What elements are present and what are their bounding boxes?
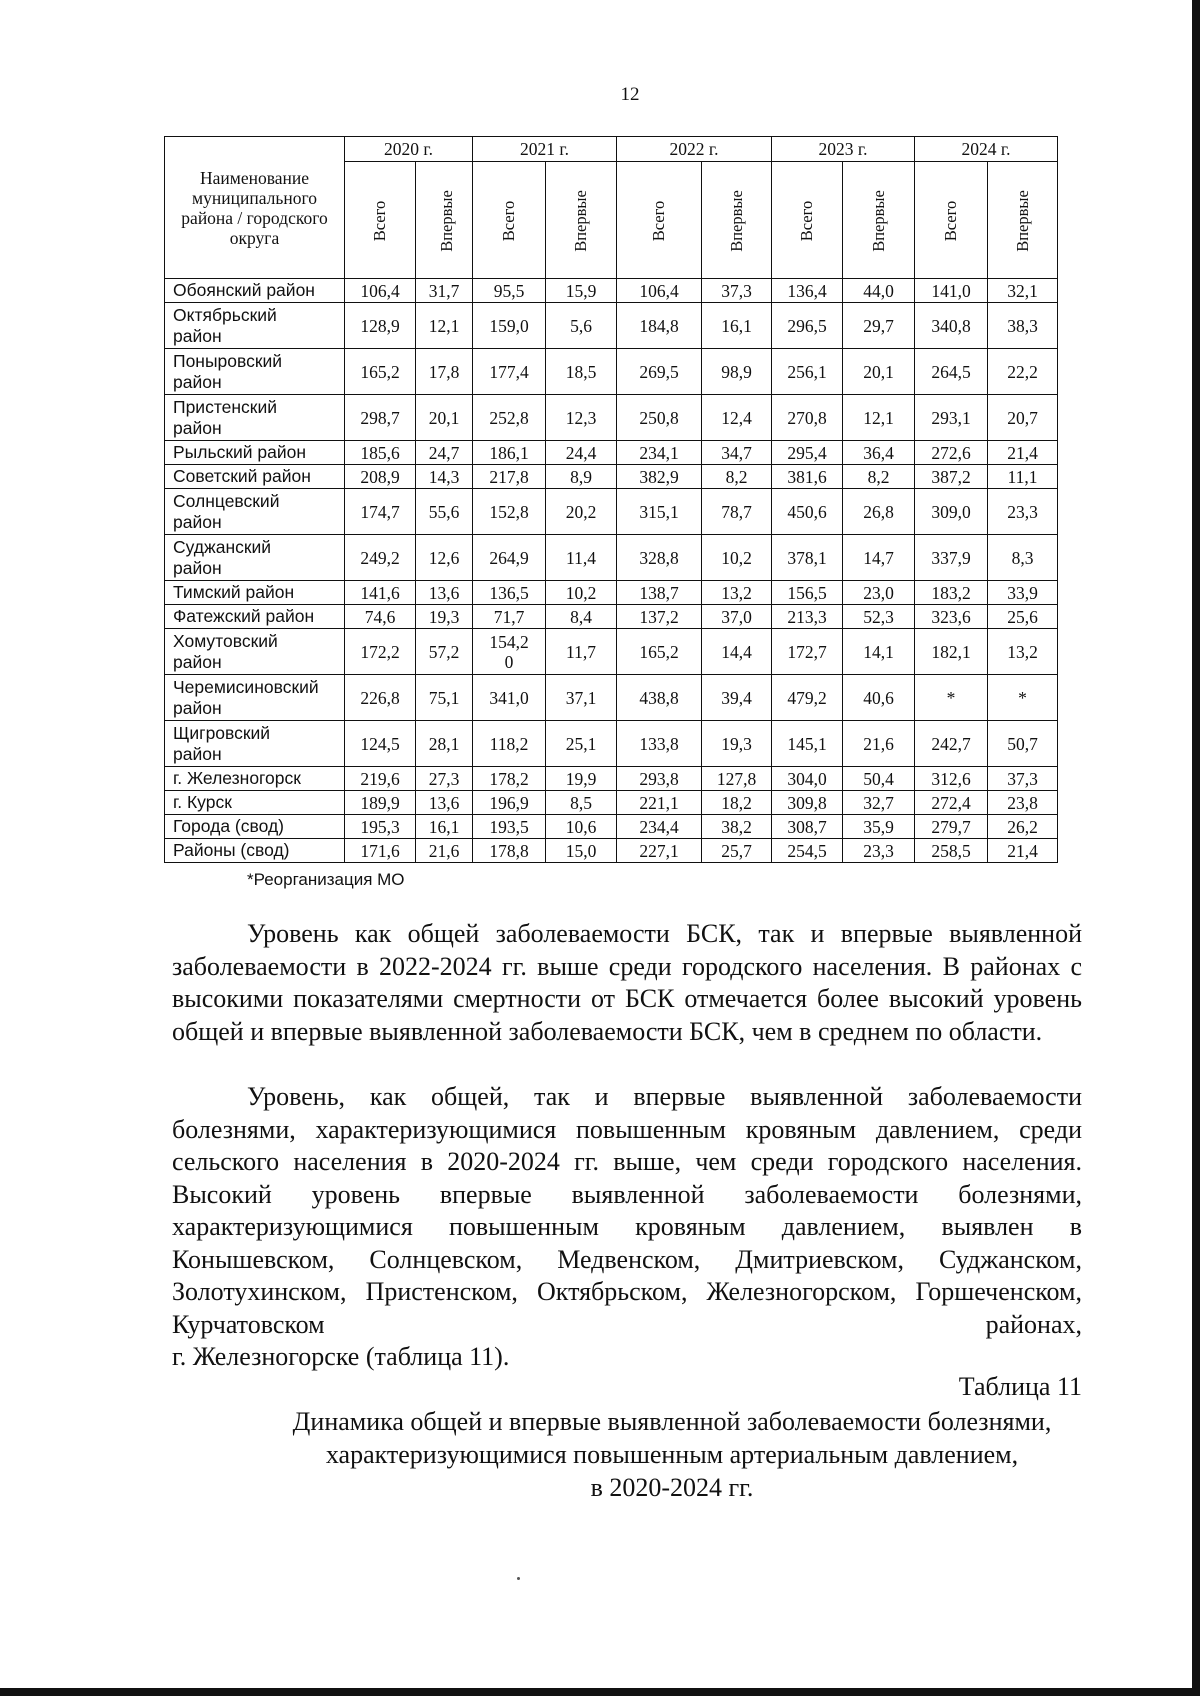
value-cell: 106,4 (617, 279, 702, 303)
paragraph-1 (172, 918, 1082, 1048)
row-name-cell: Солнцевский район (165, 489, 345, 535)
value-cell: 136,4 (772, 279, 843, 303)
value-cell: 17,8 (416, 349, 473, 395)
value-cell: 14,1 (843, 629, 915, 675)
value-cell: 193,5 (473, 815, 546, 839)
value-cell: 14,3 (416, 465, 473, 489)
value-cell: 258,5 (915, 839, 988, 863)
value-cell: 25,7 (702, 839, 772, 863)
value-cell: 315,1 (617, 489, 702, 535)
value-cell: 55,6 (416, 489, 473, 535)
table-row (165, 815, 1058, 839)
caption-line: в 2020-2024 гг. (590, 1473, 754, 1502)
value-cell: 381,6 (772, 465, 843, 489)
value-cell: 269,5 (617, 349, 702, 395)
value-cell: 182,1 (915, 629, 988, 675)
value-cell: 127,8 (702, 767, 772, 791)
value-cell: 57,2 (416, 629, 473, 675)
table-row (165, 489, 1058, 535)
value-cell: 141,0 (915, 279, 988, 303)
value-cell: 5,6 (546, 303, 617, 349)
value-cell: 21,4 (988, 839, 1058, 863)
value-cell: 74,6 (345, 605, 416, 629)
row-name-cell: Октябрьский район (165, 303, 345, 349)
value-cell: 154,2 0 (473, 629, 546, 675)
subheader-label: Впервые (436, 189, 456, 252)
value-cell: 12,6 (416, 535, 473, 581)
table-row (165, 349, 1058, 395)
value-cell: 304,0 (772, 767, 843, 791)
value-cell: 21,6 (416, 839, 473, 863)
value-cell: 138,7 (617, 581, 702, 605)
value-cell: 156,5 (772, 581, 843, 605)
table-row (165, 535, 1058, 581)
value-cell: 50,7 (988, 721, 1058, 767)
value-cell: 450,6 (772, 489, 843, 535)
value-cell: 178,2 (473, 767, 546, 791)
subheader-total (915, 162, 988, 279)
value-cell: 12,1 (416, 303, 473, 349)
value-cell: 217,8 (473, 465, 546, 489)
value-cell: 20,7 (988, 395, 1058, 441)
value-cell: 177,4 (473, 349, 546, 395)
column-header-municipality: Наименование муниципального района / городского округа (165, 137, 345, 279)
value-cell: 213,3 (772, 605, 843, 629)
value-cell: 21,6 (843, 721, 915, 767)
value-cell: 152,8 (473, 489, 546, 535)
value-cell: 23,0 (843, 581, 915, 605)
value-cell: 98,9 (702, 349, 772, 395)
value-cell: 24,7 (416, 441, 473, 465)
value-cell: 19,3 (702, 721, 772, 767)
subheader-label: Всего (941, 200, 960, 241)
value-cell: 10,2 (702, 535, 772, 581)
value-cell: 165,2 (345, 349, 416, 395)
value-cell: 171,6 (345, 839, 416, 863)
table-body (165, 279, 1058, 863)
row-name-cell: г. Железногорск (165, 767, 345, 791)
table-row (165, 279, 1058, 303)
value-cell: 387,2 (915, 465, 988, 489)
year-header: 2022 г. (617, 137, 772, 162)
stray-dot (517, 1577, 520, 1580)
value-cell: 184,8 (617, 303, 702, 349)
value-cell: 32,7 (843, 791, 915, 815)
table-row (165, 791, 1058, 815)
subheader-label: Впервые (868, 189, 888, 252)
value-cell: 136,5 (473, 581, 546, 605)
value-cell: 256,1 (772, 349, 843, 395)
value-cell: 12,1 (843, 395, 915, 441)
value-cell: 219,6 (345, 767, 416, 791)
value-cell: 378,1 (772, 535, 843, 581)
value-cell: 264,5 (915, 349, 988, 395)
value-cell: 37,3 (988, 767, 1058, 791)
subheader-first-time (988, 162, 1058, 279)
caption-line: характеризующимися повышенным артериальным давлением, (325, 1440, 1019, 1469)
page-number: 12 (620, 84, 640, 105)
value-cell: 250,8 (617, 395, 702, 441)
subheader-label: Впервые (570, 189, 590, 252)
value-cell: 341,0 (473, 675, 546, 721)
value-cell: 71,7 (473, 605, 546, 629)
row-name-cell: Обоянский район (165, 279, 345, 303)
value-cell: 14,4 (702, 629, 772, 675)
value-cell: 264,9 (473, 535, 546, 581)
row-name-cell: Районы (свод) (165, 839, 345, 863)
value-cell: 14,7 (843, 535, 915, 581)
table-row (165, 441, 1058, 465)
value-cell: 52,3 (843, 605, 915, 629)
value-cell: 165,2 (617, 629, 702, 675)
value-cell: * (915, 675, 988, 721)
value-cell: 13,2 (702, 581, 772, 605)
value-cell: 44,0 (843, 279, 915, 303)
value-cell: 196,9 (473, 791, 546, 815)
year-header: 2021 г. (473, 137, 617, 162)
paragraph-2-text: Уровень, как общей, так и впервые выявленной заболеваемости болезнями, характеризующимися повышенным кровяным давлением, среди сельского населения в 2020-2024 гг. выше, чем среди городского населения. Высокий уровень впервые выявленной заболеваемости болезнями, характеризующимися повышенным кровяным давлением, выявлен в Конышевском, Солнцевском, Медвенском, Дмитриевском, Суджанском, Золотухинском, Пристенском, Октябрьском, Железногорском, Горшеченском, Курчатовском районах, (172, 1082, 1082, 1339)
row-name-cell: Тимский район (165, 581, 345, 605)
value-cell: 20,2 (546, 489, 617, 535)
value-cell: 159,0 (473, 303, 546, 349)
value-cell: 18,5 (546, 349, 617, 395)
value-cell: 298,7 (345, 395, 416, 441)
value-cell: 16,1 (702, 303, 772, 349)
value-cell: 39,4 (702, 675, 772, 721)
table-row (165, 395, 1058, 441)
value-cell: 293,1 (915, 395, 988, 441)
value-cell: 18,2 (702, 791, 772, 815)
value-cell: 19,9 (546, 767, 617, 791)
value-cell: 124,5 (345, 721, 416, 767)
year-header: 2020 г. (345, 137, 473, 162)
value-cell: 328,8 (617, 535, 702, 581)
value-cell: 438,8 (617, 675, 702, 721)
value-cell: 252,8 (473, 395, 546, 441)
subheader-total (345, 162, 416, 279)
value-cell: 13,6 (416, 791, 473, 815)
value-cell: 11,4 (546, 535, 617, 581)
subheader-total (617, 162, 702, 279)
subheader-first-time (416, 162, 473, 279)
value-cell: 24,4 (546, 441, 617, 465)
subheader-label: Впервые (726, 189, 746, 252)
table-row (165, 721, 1058, 767)
value-cell: 337,9 (915, 535, 988, 581)
value-cell: 323,6 (915, 605, 988, 629)
subheader-first-time (546, 162, 617, 279)
value-cell: 272,6 (915, 441, 988, 465)
subheader-label: Всего (370, 200, 389, 241)
value-cell: 137,2 (617, 605, 702, 629)
subheader-total (473, 162, 546, 279)
value-cell: 50,4 (843, 767, 915, 791)
page-edge-right (1192, 0, 1200, 1696)
value-cell: 37,0 (702, 605, 772, 629)
value-cell: 195,3 (345, 815, 416, 839)
value-cell: 29,7 (843, 303, 915, 349)
value-cell: 11,7 (546, 629, 617, 675)
value-cell: 12,3 (546, 395, 617, 441)
value-cell: 186,1 (473, 441, 546, 465)
value-cell: 8,2 (702, 465, 772, 489)
row-name-cell: Советский район (165, 465, 345, 489)
value-cell: 20,1 (843, 349, 915, 395)
value-cell: 8,4 (546, 605, 617, 629)
value-cell: 312,6 (915, 767, 988, 791)
value-cell: 27,3 (416, 767, 473, 791)
value-cell: 34,7 (702, 441, 772, 465)
value-cell: 20,1 (416, 395, 473, 441)
morbidity-table (164, 136, 1058, 863)
value-cell: 279,7 (915, 815, 988, 839)
value-cell: 309,8 (772, 791, 843, 815)
value-cell: 8,3 (988, 535, 1058, 581)
value-cell: 141,6 (345, 581, 416, 605)
row-name-cell: Фатежский район (165, 605, 345, 629)
value-cell: 25,1 (546, 721, 617, 767)
value-cell: 37,1 (546, 675, 617, 721)
value-cell: 208,9 (345, 465, 416, 489)
table-row (165, 767, 1058, 791)
row-name-cell: Города (свод) (165, 815, 345, 839)
value-cell: 185,6 (345, 441, 416, 465)
value-cell: 37,3 (702, 279, 772, 303)
table-row (165, 303, 1058, 349)
value-cell: 221,1 (617, 791, 702, 815)
row-name-cell: Черемисиновский район (165, 675, 345, 721)
value-cell: 118,2 (473, 721, 546, 767)
value-cell: 23,8 (988, 791, 1058, 815)
value-cell: 15,0 (546, 839, 617, 863)
value-cell: * (988, 675, 1058, 721)
value-cell: 31,7 (416, 279, 473, 303)
table-row (165, 839, 1058, 863)
paragraph-2 (172, 1081, 1082, 1374)
value-cell: 13,6 (416, 581, 473, 605)
subheader-label: Впервые (1012, 189, 1032, 252)
value-cell: 15,9 (546, 279, 617, 303)
value-cell: 172,7 (772, 629, 843, 675)
value-cell: 296,5 (772, 303, 843, 349)
value-cell: 242,7 (915, 721, 988, 767)
table-row (165, 465, 1058, 489)
value-cell: 249,2 (345, 535, 416, 581)
value-cell: 106,4 (345, 279, 416, 303)
value-cell: 270,8 (772, 395, 843, 441)
value-cell: 38,3 (988, 303, 1058, 349)
row-name-cell: г. Курск (165, 791, 345, 815)
value-cell: 174,7 (345, 489, 416, 535)
value-cell: 340,8 (915, 303, 988, 349)
row-name-cell: Поныровский район (165, 349, 345, 395)
page-edge-bottom (0, 1688, 1200, 1696)
value-cell: 172,2 (345, 629, 416, 675)
value-cell: 308,7 (772, 815, 843, 839)
value-cell: 95,5 (473, 279, 546, 303)
row-name-cell: Рыльский район (165, 441, 345, 465)
value-cell: 234,4 (617, 815, 702, 839)
value-cell: 479,2 (772, 675, 843, 721)
value-cell: 38,2 (702, 815, 772, 839)
value-cell: 8,9 (546, 465, 617, 489)
subheader-label: Всего (499, 200, 518, 241)
value-cell: 16,1 (416, 815, 473, 839)
paragraph-1-text: Уровень как общей заболеваемости БСК, так и впервые выявленной заболеваемости в 2022-2024 гг. выше среди городского населения. В районах с высокими показателями смертности от БСК отмечается более высокий уровень общей и впервые выявленной заболеваемости БСК, чем в среднем по области. (172, 919, 1082, 1046)
table-row (165, 605, 1058, 629)
value-cell: 10,2 (546, 581, 617, 605)
value-cell: 36,4 (843, 441, 915, 465)
table-footnote: *Реорганизация МО (247, 870, 405, 889)
subheader-total (772, 162, 843, 279)
value-cell: 8,5 (546, 791, 617, 815)
value-cell: 12,4 (702, 395, 772, 441)
value-cell: 25,6 (988, 605, 1058, 629)
value-cell: 22,2 (988, 349, 1058, 395)
caption-line: Динамика общей и впервые выявленной заболеваемости болезнями, (292, 1407, 1052, 1436)
subheader-label: Всего (649, 200, 668, 241)
year-header: 2023 г. (772, 137, 915, 162)
year-header: 2024 г. (915, 137, 1058, 162)
table-row (165, 675, 1058, 721)
value-cell: 382,9 (617, 465, 702, 489)
value-cell: 21,4 (988, 441, 1058, 465)
value-cell: 23,3 (843, 839, 915, 863)
table-row (165, 581, 1058, 605)
subheader-first-time (843, 162, 915, 279)
value-cell: 272,4 (915, 791, 988, 815)
value-cell: 234,1 (617, 441, 702, 465)
value-cell: 32,1 (988, 279, 1058, 303)
value-cell: 254,5 (772, 839, 843, 863)
value-cell: 8,2 (843, 465, 915, 489)
row-name-cell: Щигровский район (165, 721, 345, 767)
table-year-header-row (165, 137, 1058, 162)
row-name-cell: Пристенский район (165, 395, 345, 441)
value-cell: 10,6 (546, 815, 617, 839)
subheader-label: Всего (797, 200, 816, 241)
value-cell: 227,1 (617, 839, 702, 863)
value-cell: 295,4 (772, 441, 843, 465)
value-cell: 28,1 (416, 721, 473, 767)
value-cell: 11,1 (988, 465, 1058, 489)
row-name-cell: Хомутовский район (165, 629, 345, 675)
value-cell: 19,3 (416, 605, 473, 629)
paragraph-2-end: г. Железногорске (таблица 11). (172, 1342, 510, 1371)
table-11-caption (172, 1405, 1172, 1504)
value-cell: 75,1 (416, 675, 473, 721)
value-cell: 293,8 (617, 767, 702, 791)
value-cell: 226,8 (345, 675, 416, 721)
value-cell: 23,3 (988, 489, 1058, 535)
value-cell: 33,9 (988, 581, 1058, 605)
value-cell: 178,8 (473, 839, 546, 863)
value-cell: 35,9 (843, 815, 915, 839)
value-cell: 13,2 (988, 629, 1058, 675)
value-cell: 189,9 (345, 791, 416, 815)
value-cell: 26,2 (988, 815, 1058, 839)
value-cell: 183,2 (915, 581, 988, 605)
value-cell: 128,9 (345, 303, 416, 349)
table-row (165, 629, 1058, 675)
value-cell: 145,1 (772, 721, 843, 767)
value-cell: 133,8 (617, 721, 702, 767)
value-cell: 26,8 (843, 489, 915, 535)
table-11-label: Таблица 11 (958, 1372, 1082, 1401)
value-cell: 78,7 (702, 489, 772, 535)
value-cell: 40,6 (843, 675, 915, 721)
value-cell: 309,0 (915, 489, 988, 535)
row-name-cell: Суджанский район (165, 535, 345, 581)
subheader-first-time (702, 162, 772, 279)
